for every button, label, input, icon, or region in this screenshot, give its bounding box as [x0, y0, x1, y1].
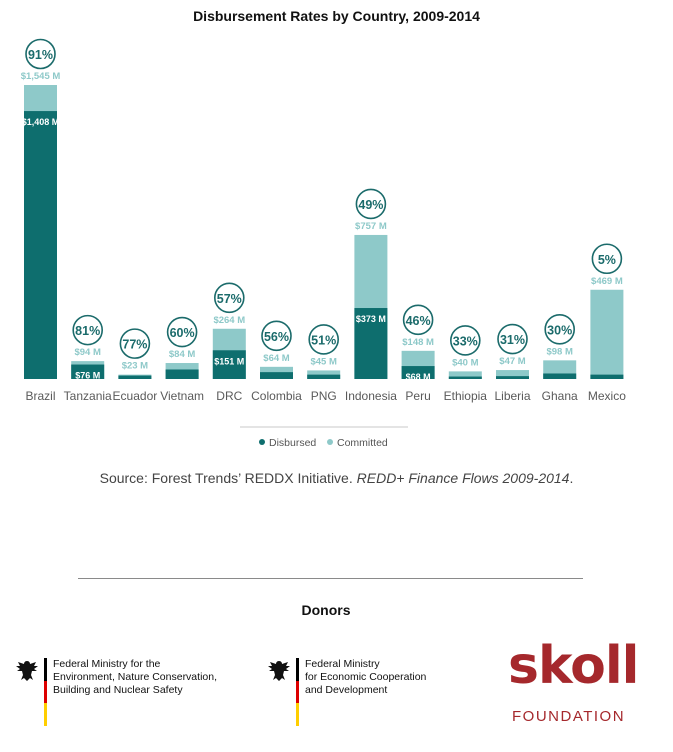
donors-heading: Donors	[301, 602, 351, 618]
committed-value-label: $1,545 M	[20, 71, 61, 82]
percent-label: 30%	[547, 323, 573, 338]
category-label: Liberia	[494, 389, 531, 403]
legend-marker	[327, 439, 333, 445]
percent-label: 60%	[169, 326, 195, 341]
category-label: Ethiopia	[443, 389, 487, 403]
federal-eagle-icon	[14, 658, 40, 684]
percent-label: 5%	[597, 252, 616, 267]
disbursed-bar	[24, 111, 57, 379]
disbursed-value-label: $151 M	[214, 356, 245, 367]
category-label: Ghana	[541, 389, 578, 403]
donor-bmz	[266, 658, 426, 726]
committed-value-label: $264 M	[213, 314, 246, 326]
source-title: REDD+ Finance Flows 2009-2014	[356, 470, 570, 486]
category-label: Indonesia	[344, 389, 397, 403]
committed-value-label: $23 M	[121, 360, 149, 372]
committed-value-label: $84 M	[168, 349, 196, 361]
committed-value-label: $148 M	[402, 336, 434, 348]
category-label: Brazil	[25, 389, 56, 403]
disbursed-bar	[118, 376, 151, 379]
disbursed-bar	[260, 372, 293, 379]
committed-bar	[590, 290, 623, 379]
federal-eagle-icon	[266, 658, 292, 684]
donor-name: Federal Ministry for Economic Cooperation and Development	[305, 658, 427, 696]
committed-value-label: $45 M	[310, 356, 337, 368]
disbursed-value-label: $68 M	[405, 372, 431, 383]
percent-label: 77%	[122, 337, 148, 352]
disbursed-bar	[307, 375, 340, 379]
committed-value-label: $757 M	[355, 220, 387, 232]
percent-label: 49%	[358, 197, 384, 212]
chart-title: Disbursement Rates by Country, 2009-2014	[193, 8, 480, 24]
skoll-wordmark: skoll	[508, 636, 639, 696]
legend-marker	[259, 439, 265, 445]
percent-label: 81%	[75, 324, 101, 339]
divider	[78, 578, 583, 579]
disbursed-value-label: $76 M	[75, 370, 101, 381]
percent-label: 91%	[27, 48, 54, 62]
category-label: Mexico	[587, 389, 626, 403]
legend-label: Committed	[337, 437, 388, 449]
percent-label: 31%	[499, 333, 526, 348]
category-label: Colombia	[251, 389, 302, 403]
source-prefix: Source: Forest Trends’ REDDX Initiative.	[99, 470, 357, 486]
category-label: Peru	[405, 389, 431, 403]
disbursed-bar	[496, 376, 529, 379]
disbursed-bar	[166, 369, 199, 379]
disbursed-value-label: $373 M	[355, 314, 386, 325]
committed-value-label: $94 M	[74, 347, 101, 359]
donor-bmub	[14, 658, 217, 726]
percent-label: 51%	[311, 333, 337, 348]
category-label: Tanzania	[63, 389, 112, 403]
disbursed-bar	[543, 373, 576, 379]
category-label: Vietnam	[160, 389, 205, 403]
committed-value-label: $47 M	[499, 356, 526, 368]
legend-label: Disbursed	[269, 437, 317, 449]
committed-value-label: $98 M	[546, 346, 573, 358]
committed-value-label: $64 M	[263, 352, 290, 364]
german-flag-bar	[296, 658, 299, 726]
disbursed-bar	[449, 377, 482, 379]
category-label: PNG	[310, 389, 337, 403]
skoll-foundation-label: FOUNDATION	[512, 708, 626, 725]
source-note	[0, 470, 673, 486]
disbursed-bar	[590, 375, 623, 379]
skoll-foundation-logo	[508, 636, 648, 730]
source-suffix: .	[569, 470, 574, 486]
disbursed-value-label: $1,408 M	[21, 117, 60, 128]
donor-name: Federal Ministry for the Environment, Nature Conservation, Building and Nuclear Safety	[53, 658, 217, 696]
percent-label: 56%	[263, 329, 290, 344]
percent-label: 33%	[452, 334, 478, 349]
category-label: Ecuador	[112, 389, 158, 403]
german-flag-bar	[44, 658, 47, 726]
category-label: DRC	[216, 389, 243, 403]
percent-label: 57%	[216, 291, 242, 306]
committed-value-label: $40 M	[452, 357, 479, 369]
percent-label: 46%	[405, 313, 431, 328]
committed-value-label: $469 M	[591, 275, 623, 287]
